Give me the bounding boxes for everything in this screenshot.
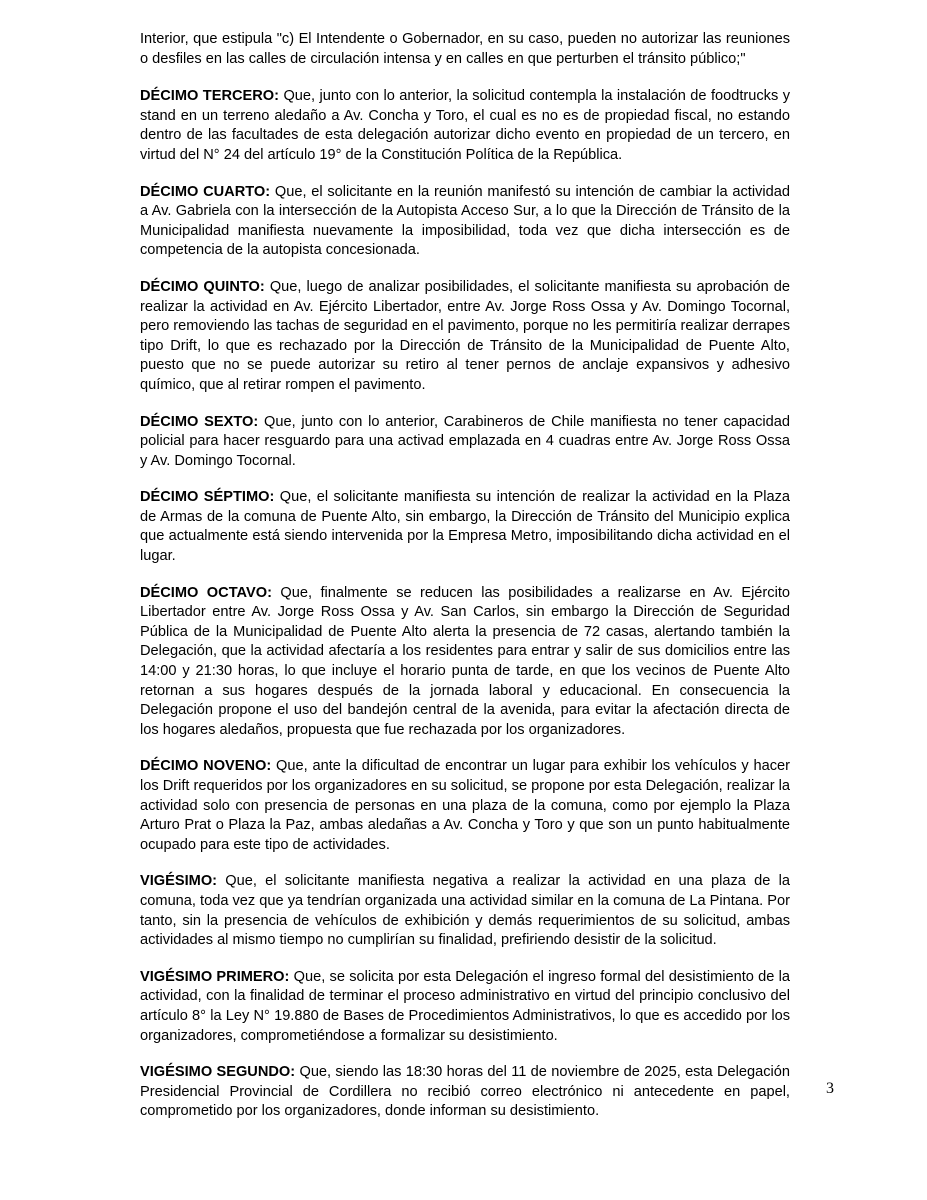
- paragraph-decimo-tercero: [140, 87, 790, 165]
- paragraph-text: Que, ante la dificultad de encontrar un lugar para exhibir los vehículos y hacer los Drift requeridos por los organizadores en su solicitud, se propone por esta Delegación, realizar la actividad solo con presencia de personas en una plaza de la comuna, como por ejemplo la Plaza Arturo Prat o Plaza la Paz, ambas aledañas a Av. Concha y Toro y que son un punto habitualmente ocupado para este tipo de actividades.: [140, 758, 790, 853]
- paragraph-decimo-septimo: [140, 488, 790, 566]
- paragraph-text: Que, junto con lo anterior, la solicitud contempla la instalación de foodtrucks y stand en un terreno aledaño a Av. Concha y Toro, el cual es no es de propiedad fiscal, no estando dentro de las facultades de esta delegación autorizar dicho evento en propiedad de un tercero, en virtud del N° 24 del artículo 19° de la Constitución Política de la República.: [140, 88, 790, 163]
- paragraph-text: Que, se solicita por esta Delegación el ingreso formal del desistimiento de la actividad, con la finalidad de terminar el proceso administrativo en virtud del principio conclusivo del artículo 8° la Ley N° 19.880 de Bases de Procedimientos Administrativos, lo que es accedido por los organizadores, comprometiéndose a formalizar su desistimiento.: [140, 968, 790, 1044]
- intro-paragraph: Interior, que estipula "c) El Intendente o Gobernador, en su caso, pueden no autorizar las reuniones o desfiles en las calles de circulación intensa y en calles en que perturben el tránsito público;": [140, 31, 790, 67]
- paragraph-text: Que, luego de analizar posibilidades, el solicitante manifiesta su aprobación de realizar la actividad en Av. Ejército Libertador, entre Av. Jorge Ross Ossa y Av. Domingo Tocornal, pero removiendo las tachas de seguridad en el pavimento, porque no les permitiría realizar derrapes tipo Drift, lo que es rechazado por la Dirección de Tránsito de la Municipalidad de Puente Alto, puesto que no se puede autorizar su retiro al tener pernos de anclaje expansivos y adhesivo químico, que al retirar rompen el pavimento.: [140, 278, 790, 393]
- paragraph-heading: DÉCIMO SEXTO:: [140, 413, 259, 430]
- paragraph-text: Que, siendo las 18:30 horas del 11 de noviembre de 2025, esta Delegación Presidencial Provincial de Cordillera no recibió correo electrónico ni antecedente en papel, comprometido por los organizadores, donde informan su desistimiento.: [140, 1064, 790, 1120]
- paragraph-decimo-octavo: [140, 584, 790, 741]
- paragraph-decimo-quinto: [140, 278, 790, 396]
- paragraph-heading: DÉCIMO TERCERO:: [140, 88, 280, 105]
- paragraph-vigesimo-segundo: [140, 1063, 790, 1122]
- paragraph-decimo-cuarto: [140, 183, 790, 261]
- paragraph-heading: DÉCIMO QUINTO:: [140, 278, 265, 295]
- paragraph-text: Que, finalmente se reducen las posibilidades a realizarse en Av. Ejército Libertador entre Av. Jorge Ross Ossa y Av. San Carlos, sin embargo la Dirección de Seguridad Pública de la Municipalidad de Puente Alto alerta la presencia de 72 casas, alertando también la Delegación, que la actividad afectaría a los residentes para entrar y salir de sus domicilios entre las 14:00 y 21:30 horas, lo que incluye el horario punta de tarde, en que los vecinos de Puente Alto retornan a sus hogares después de la jornada laboral y educacional. En consecuencia la Delegación propone el uso del bandejón central de la avenida, para evitar la afectación directa de los hogares aledaños, propuesta que fue rechazada por los organizadores.: [140, 584, 790, 738]
- paragraph-vigesimo-primero: [140, 968, 790, 1046]
- paragraph-decimo-sexto: [140, 413, 790, 472]
- paragraph-text: Que, el solicitante manifiesta negativa a realizar la actividad en una plaza de la comuna, toda vez que ya tendrían organizada una actividad similar en la comuna de La Pintana. Por tanto, sin la presencia de vehículos de exhibición y demás requerimientos de su solicitud, ambas actividades al mismo tiempo no cumplirían su finalidad, prefiriendo desistir de la solicitud.: [140, 873, 790, 949]
- paragraph-heading: DÉCIMO NOVENO:: [140, 758, 272, 775]
- paragraph-decimo-noveno: [140, 757, 790, 855]
- paragraph-heading: DÉCIMO SÉPTIMO:: [140, 489, 275, 506]
- page-number: 3: [826, 1080, 834, 1097]
- paragraph-heading: VIGÉSIMO:: [140, 873, 218, 890]
- paragraph-text: Que, el solicitante en la reunión manifestó su intención de cambiar la actividad a Av. Gabriela con la intersección de la Autopista Acceso Sur, a lo que la Dirección de Tránsito de la Municipalidad manifiesta nuevamente la imposibilidad, toda vez que dicha intersección es de competencia de la autopista concesionada.: [140, 183, 790, 259]
- document-page: [140, 30, 790, 1139]
- paragraph-heading: DÉCIMO OCTAVO:: [140, 584, 272, 601]
- paragraph-text: Que, el solicitante manifiesta su intención de realizar la actividad en la Plaza de Armas de la comuna de Puente Alto, sin embargo, la Dirección de Tránsito del Municipio explica que actualmente está siendo intervenida por la Empresa Metro, imposibilitando dicha actividad en el lugar.: [140, 489, 791, 565]
- paragraph-text: Que, junto con lo anterior, Carabineros de Chile manifiesta no tener capacidad policial para hacer resguardo para una activad emplazada en 4 cuadras entre Av. Jorge Ross Ossa y Av. Domingo Tocornal.: [140, 413, 790, 469]
- paragraph-heading: VIGÉSIMO PRIMERO:: [140, 968, 290, 985]
- paragraph-vigesimo: [140, 872, 790, 950]
- paragraph-heading: VIGÉSIMO SEGUNDO:: [140, 1064, 296, 1081]
- paragraph-heading: DÉCIMO CUARTO:: [140, 183, 271, 200]
